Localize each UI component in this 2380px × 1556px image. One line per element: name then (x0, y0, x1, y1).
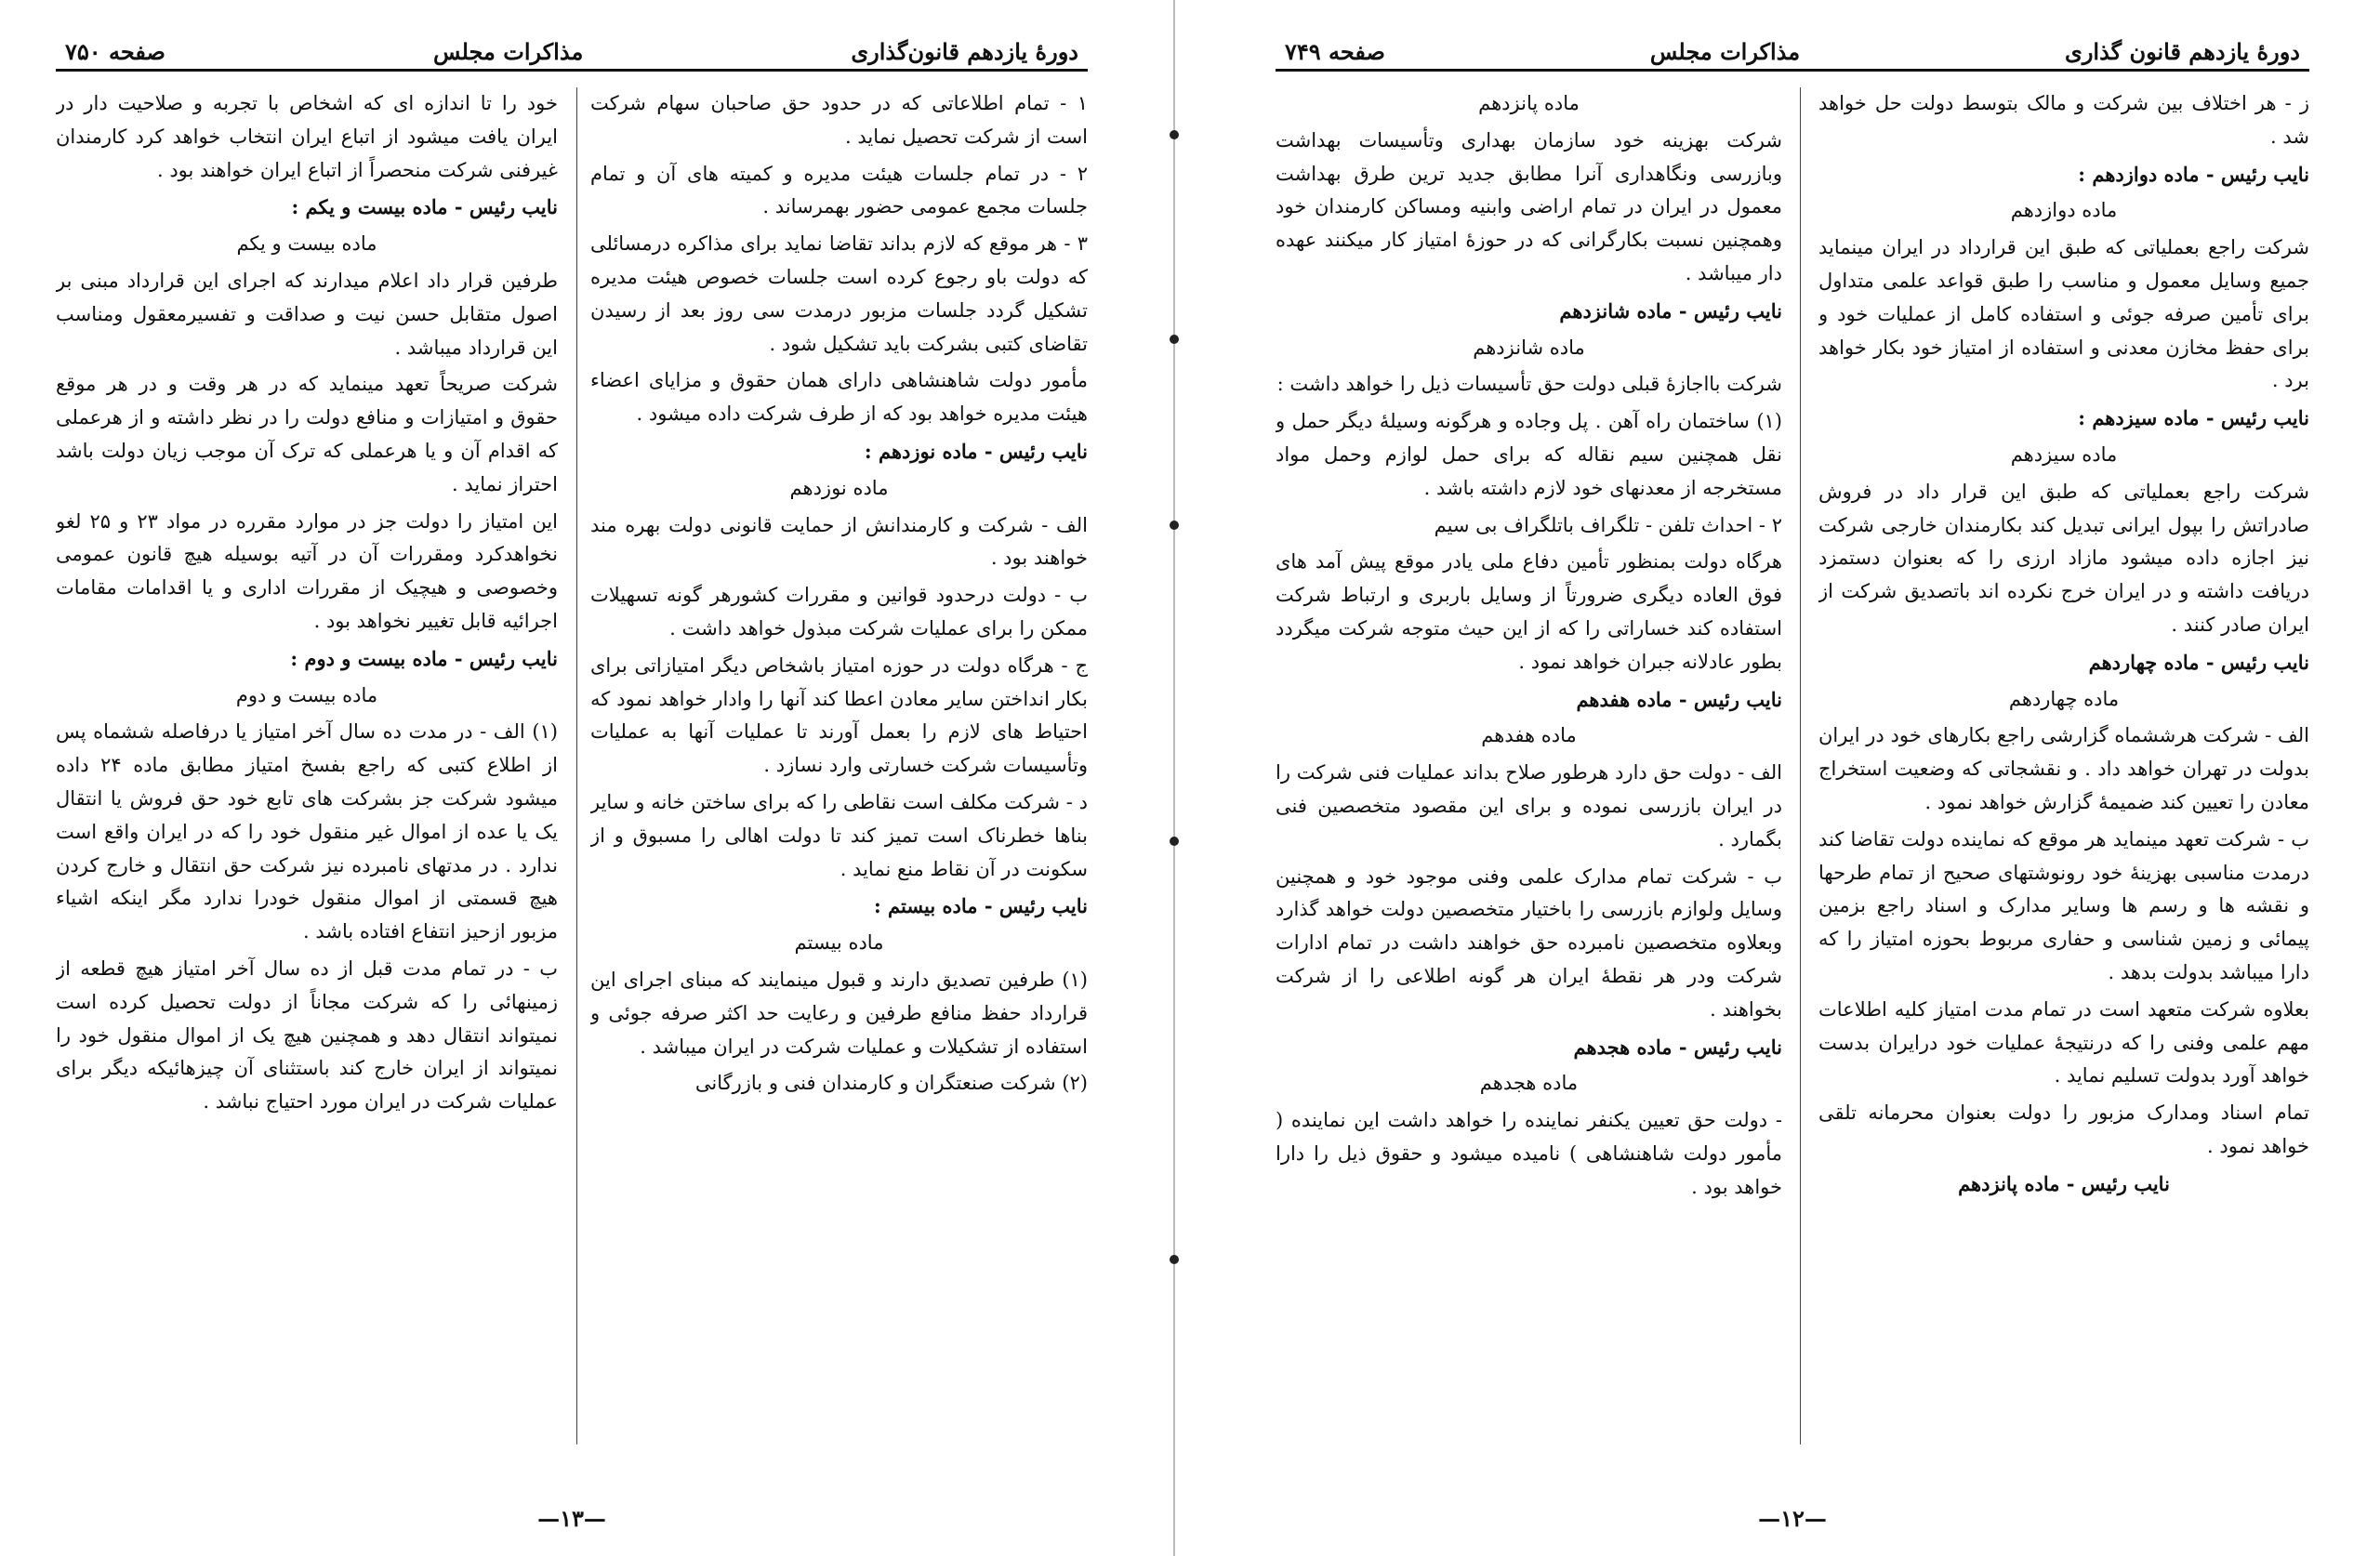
page-footer-number: —۱۳— (537, 1505, 606, 1532)
gutter-mark (1170, 335, 1179, 344)
paragraph: ب - در تمام مدت قبل از ده سال آخر امتیاز هیچ قطعه از زمینهائی را که شرکت مجاناً از دولت تحصیل کرده است نمیتواند انتقال دهد و همچنین هیچ یک از اموال منقول خود را نمیتواند از ایران خارج کند باستثنای آن چیزهائیکه دیگر برای عملیات شرکت در ایران مورد احتیاج نباشد . (56, 956, 558, 1114)
article-title: ماده نوزدهم (789, 476, 889, 499)
page-750 (56, 17, 1088, 1541)
paragraph: الف - شرکت هرششماه گزارشی راجع بکارهای خود در ایران بدولت در تهران خواهد داد . و نقشجاتی که وضعیت استخراج معادن را تعیین کند ضمیمهٔ گزارش خواهد نمود . (1818, 724, 2309, 813)
paragraph: ج - هرگاه دولت در حوزه امتیاز باشخاص دیگر امتیازاتی برای بکار انداختن سایر معادن اعطا کند آنها را وادار خواهد نمود که احتیاط های لازم را بعمل آورند تا عملیات آنها به عملیات وتأسیسات شرکت خسارتی وارد نسازد . (590, 653, 1088, 777)
paragraph: ۲ - احداث تلفن - تلگراف باتلگراف بی سیم (1434, 513, 1782, 536)
gutter-mark (1170, 837, 1179, 846)
article-title: ماده سیزدهم (2010, 442, 2118, 466)
article-title: ماده بیست و دوم (235, 683, 378, 706)
article-heading: نایب رئیس - ماده بیست و یکم : (291, 195, 558, 219)
paragraph: شرکت راجع بعملیاتی که طبق این قرار داد در فروش صادراتش را بپول ایرانی تبدیل کند بکارمندان خارجی شرکت نیز اجازه داده میشود مازاد ارزی را که بعنوان دستمزد دریافت داشته و در ایران خرج نکرده اند باتصدیق شرکت از ایران صادر کنند . (1818, 480, 2309, 636)
article-title: ماده بیست و یکم (236, 232, 377, 256)
article-heading: نایب رئیس - ماده بیستم : (873, 894, 1088, 918)
paragraph: (۱) ساختمان راه آهن . پل وجاده و هرگونه وسیلهٔ دیگر حمل و نقل همچنین سیم نقاله که برای حمل لوازم وحمل مواد مستخرجه از معدنهای خود لازم داشته باشد . (1276, 410, 1782, 499)
session-title: دورهٔ یازدهم قانون گذاری (2065, 38, 2300, 65)
page-header (1276, 28, 2309, 65)
paragraph: شرکت بااجازهٔ قبلی دولت حق تأسیسات ذیل را خواهد داشت : (1276, 373, 1782, 396)
paragraph: این امتیاز را دولت جز در موارد مقرره در مواد ۲۳ و ۲۵ لغو نخواهدکرد ومقررات آن در آتیه بوسیله هیچ قانون عمومی وخصوصی و هیچیک از مقررات اداری و یا اقدامات مقامات اجرائیه قابل تغییر نخواهد بود . (56, 509, 558, 632)
paragraph: ۲ - در تمام جلسات هیئت مدیره و کمیته های آن و تمام جلسات مجمع عمومی حضور بهمرساند . (590, 162, 1088, 218)
header-rule (1276, 69, 2309, 72)
gutter-mark (1170, 1255, 1179, 1264)
paragraph: ب - شرکت تعهد مینماید هر موقع که نماینده دولت تقاضا کند درمدت مناسبی بهزینهٔ خود رونوشتهای صحیح از تمام طرحها و نقشه ها و رسم ها وسایر مدارک و اسناد راجع بزمین پیمائی و زمین شناسی و حفاری مربوط بحوزه امتیاز را که دارا میباشد بدولت بدهد . (1818, 827, 2309, 983)
paragraph: د - شرکت مکلف است نقاطی را که برای ساختن خانه و سایر بناها خطرناک است تمیز کند تا دولت اهالی را مسبوق و از سکونت در آن نقاط منع نماید . (590, 790, 1088, 880)
page-number-label: صفحه ۷۵۰ (65, 38, 165, 65)
article-heading: نایب رئیس - ماده سیزدهم : (2078, 406, 2309, 430)
article-title: ماده شانزدهم (1473, 336, 1585, 359)
article-title: ماده چهاردهم (2008, 687, 2120, 710)
gutter-mark (1170, 130, 1179, 139)
journal-title: مذاکرات مجلس (433, 38, 584, 65)
paragraph: شرکت بهزینه خود سازمان بهداری وتأسیسات بهداشت وبازرسی ونگاهداری آنرا مطابق جدید ترین طرق بهداشت معمول در ایران در تمام اراضی وابنیه ومساکن کارمندان خود وهمچنین نسبت بکارگرانی که در حوزهٔ امتیاز کار میکنند عهده دار میباشد . (1276, 128, 1782, 284)
paragraph: الف - دولت حق دارد هرطور صلاح بداند عملیات فنی شرکت را در ایران بازرسی نموده و برای این مقصود متخصصین فنی بگمارد . (1276, 761, 1782, 851)
article-heading: نایب رئیس - ماده دوازدهم : (2078, 162, 2309, 186)
paragraph: ب - شرکت تمام مدارک علمی وفنی موجود خود و همچنین وسایل ولوازم بازرسی را باختیار متخصصین دولت خواهد گذارد وبعلاوه متخصصین نامبرده حق خواهند داشت در تمام ادارات شرکت ودر هر نقطهٔ ایران هر گونه اطلاعی را از شرکت بخواهند . (1276, 864, 1782, 1021)
paragraph: (۱) الف - در مدت ده سال آخر امتیاز یا درفاصله ششماه پس از اطلاع کتبی که راجع بفسخ امتیاز مطابق ماده ۲۴ داده میشود شرکت جز بشرکت های تابع خود حق فروش یا انتقال یک یا عده از اموال غیر منقول خود را که در ایران واقع است ندارد . در مدتهای نامبرده نیز شرکت حق انتقال و خارج کردن هیچ قسمتی از اموال منقول خودرا ندارد مگر اینکه اشیاء مزبور ازحیز انتفاع افتاده باشد . (56, 720, 558, 943)
article-title: ماده هجدهم (1479, 1072, 1579, 1095)
paragraph: هرگاه دولت بمنظور تأمین دفاع ملی یادر موقع پیش آمد های فوق العاده دیگری ضرورتاً از وسایل باربری و ارتباط شرکت استفاده کند خساراتی را که از این حیث متوجه شرکت میگردد بطور عادلانه جبران خواهد نمود . (1276, 550, 1782, 673)
article-heading: نایب رئیس - ماده هجدهم (1573, 1035, 1782, 1059)
page-number-label: صفحه ۷۴۹ (1285, 38, 1385, 65)
article-title: ماده دوازدهم (2010, 199, 2118, 222)
paragraph: - دولت حق تعیین یکنفر نماینده را خواهد داشت این نماینده ( مأمور دولت شاهنشاهی ) نامیده میشود و حقوق ذیل را دارا خواهد بود . (1276, 1109, 1782, 1198)
paragraph: طرفین قرار داد اعلام میدارند که اجرای این قرارداد مبنی بر اصول متقابل حسن نیت و صداقت و تفسیرمعقول ومناسب این قرارداد میباشد . (56, 269, 558, 359)
text-column-left (1276, 87, 1782, 1454)
page-749 (1276, 17, 2309, 1541)
text-column-right (1818, 87, 2309, 1454)
article-heading: نایب رئیس - ماده هفدهم (1576, 687, 1782, 711)
article-heading: نایب رئیس - ماده شانزدهم (1559, 298, 1782, 323)
paragraph: تمام اسناد ومدارک مزبور را دولت بعنوان محرمانه تلقی خواهد نمود . (1818, 1101, 2309, 1157)
article-heading: نایب رئیس - ماده بیست و دوم : (290, 646, 558, 670)
article-title: ماده هفدهم (1481, 724, 1577, 747)
column-divider (576, 87, 577, 1444)
text-column-right (590, 87, 1088, 1454)
article-heading: نایب رئیس - ماده چهاردهم (2088, 650, 2309, 674)
article-title: ماده پانزدهم (1478, 92, 1580, 114)
page-footer-number: —۱۲— (1758, 1505, 1827, 1532)
paragraph: ب - دولت درحدود قوانین و مقررات کشورهر گونه تسهیلات ممکن را برای عملیات شرکت مبذول خواهد داشت . (590, 584, 1088, 640)
paragraph: مأمور دولت شاهنشاهی دارای همان حقوق و مزایای اعضاء هیئت مدیره خواهد بود که از طرف شرکت داده میشود . (590, 369, 1088, 426)
article-heading: نایب رئیس - ماده پانزدهم (1958, 1171, 2170, 1195)
session-title: دورهٔ یازدهم قانون‌گذاری (851, 38, 1078, 65)
article-heading: نایب رئیس - ماده نوزدهم : (864, 439, 1088, 463)
book-gutter (1173, 0, 1175, 1556)
paragraph: شرکت راجع بعملیاتی که طبق این قرارداد در ایران مینماید جمیع وسایل معمول و مناسب را طبق قواعد علمی متداول برای تأمین صرفه جوئی و استفاده کامل از عملیات خود و برای حفظ مخازن معدنی و استفاده از امتیاز خود بکار خواهد برد . (1818, 236, 2309, 392)
paragraph: ز - هر اختلاف بین شرکت و مالک بتوسط دولت حل خواهد شد . (1818, 92, 2309, 148)
paragraph: بعلاوه شرکت متعهد است در تمام مدت امتیاز کلیه اطلاعات مهم علمی وفنی را که درنتیجهٔ عملیات خود درایران بدست خواهد آورد بدولت تسلیم نماید . (1818, 997, 2309, 1088)
paragraph: (۱) طرفین تصدیق دارند و قبول مینمایند که مبنای اجرای این قرارداد حفظ منافع طرفین و رعایت حد اکثر صرفه جوئی و استفاده از تشکیلات و عملیات شرکت در ایران میباشد . (590, 968, 1088, 1058)
paragraph: خود را تا اندازه ای که اشخاص با تجربه و صلاحیت دار در ایران یافت میشود از اتباع ایران انتخاب خواهد کرد کارمندان غیرفنی شرکت منحصراً از اتباع ایران خواهند بود . (56, 92, 558, 181)
journal-title: مذاکرات مجلس (1649, 38, 1801, 65)
article-title: ماده بیستم (794, 931, 884, 955)
header-rule (56, 69, 1088, 72)
paragraph: (۲) شرکت صنعتگران و کارمندان فنی و بازرگانی (694, 1072, 1088, 1095)
column-divider (1800, 87, 1801, 1444)
paragraph: ۱ - تمام اطلاعاتی که در حدود حق صاحبان سهام شرکت است از شرکت تحصیل نماید . (590, 92, 1088, 148)
paragraph: ۳ - هر موقع که لازم بداند تقاضا نماید برای مذاکره درمسائلی که دولت باو رجوع کرده است جلسات خصوص هیئت مدیره تشکیل گردد جلسات مزبور درمدت سی روز بعد از رسیدن تقاضای کتبی بشرکت باید تشکیل شود . (590, 232, 1088, 355)
paragraph: شرکت صریحاً تعهد مینماید که در هر وقت و در هر موقع حقوق و امتیازات و منافع دولت را در نظر داشته و از هرعملی که اقدام آن و یا هرعملی که ترک آن موجب زیان دولت باشد احتراز نماید . (56, 373, 558, 495)
text-column-left (56, 87, 558, 1454)
gutter-mark (1170, 521, 1179, 530)
page-header (56, 28, 1088, 65)
paragraph: الف - شرکت و کارمندانش از حمایت قانونی دولت بهره مند خواهند بود . (590, 513, 1088, 570)
